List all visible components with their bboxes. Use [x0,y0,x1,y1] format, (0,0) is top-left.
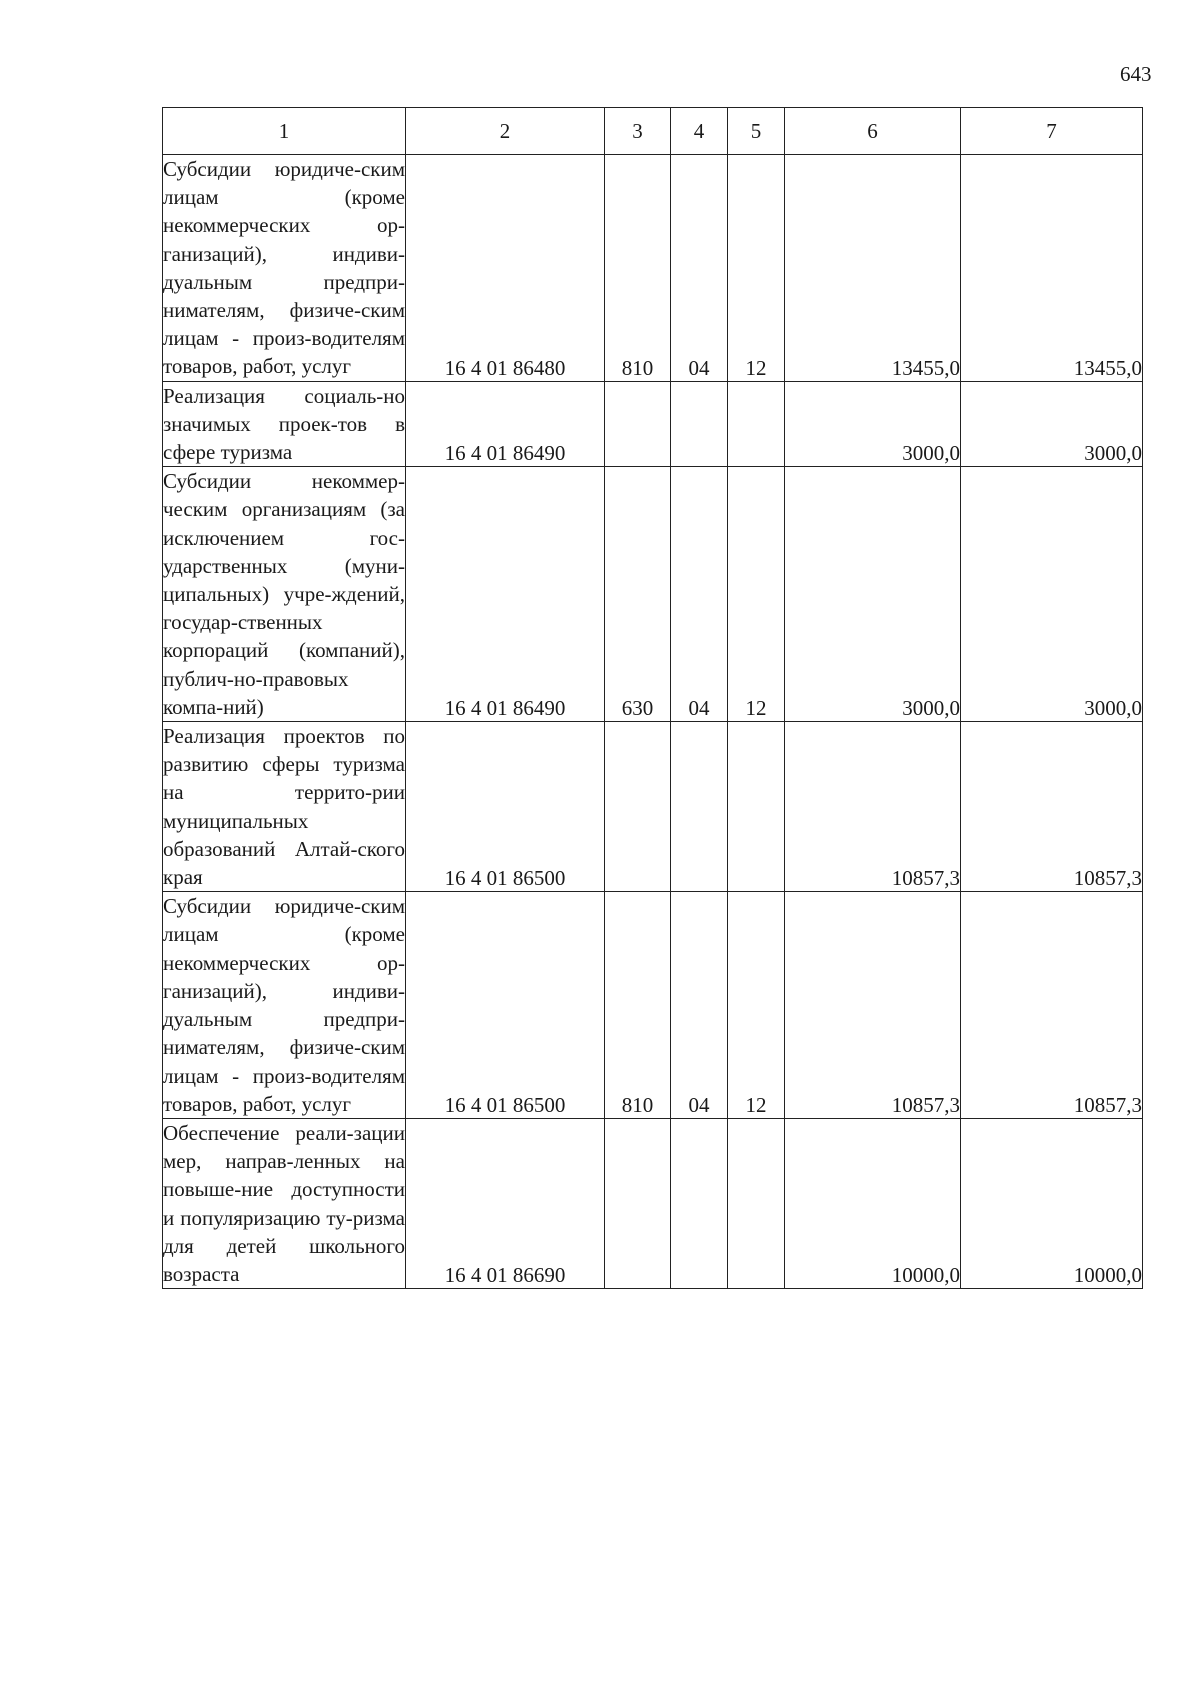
page-number: 643 [1120,62,1152,86]
header-row [163,108,1143,155]
row-amount-6: 10857,3 [785,722,961,892]
table-row [163,892,1143,1119]
budget-table [162,107,1143,1289]
row-code: 16 4 01 86500 [406,892,605,1119]
table-row [163,381,1143,467]
row-code: 16 4 01 86500 [406,722,605,892]
row-col-3: 810 [605,155,671,382]
row-col-5: 12 [728,892,785,1119]
row-name: Реализация социаль-но значимых проек-тов в сфере туризма [163,381,406,467]
row-amount-7: 10000,0 [961,1118,1143,1288]
row-code: 16 4 01 86480 [406,155,605,382]
row-code: 16 4 01 86490 [406,381,605,467]
row-col-5 [728,722,785,892]
row-amount-7: 10857,3 [961,892,1143,1119]
row-name: Реализация проектов по развитию сферы туризма на террито-рии муниципальных образований Алтай-ского края [163,722,406,892]
table-row [163,1118,1143,1288]
row-amount-6: 10857,3 [785,892,961,1119]
header-col-3: 3 [605,108,671,155]
row-amount-7: 10857,3 [961,722,1143,892]
row-col-3 [605,381,671,467]
row-col-5: 12 [728,467,785,722]
row-col-5: 12 [728,155,785,382]
row-amount-7: 13455,0 [961,155,1143,382]
row-amount-7: 3000,0 [961,467,1143,722]
header-col-1: 1 [163,108,406,155]
header-col-7: 7 [961,108,1143,155]
row-col-4 [671,381,728,467]
row-col-4: 04 [671,467,728,722]
row-name: Субсидии некоммер-ческим организациям (за исключением гос-ударственных (муни-ципальных) учре-ждений, государ-ственных корпораций (компаний), публич-но-правовых компа-ний) [163,467,406,722]
table-row [163,155,1143,382]
row-col-3 [605,722,671,892]
table-row [163,467,1143,722]
row-amount-6: 13455,0 [785,155,961,382]
row-col-4 [671,722,728,892]
row-amount-6: 3000,0 [785,467,961,722]
row-col-4 [671,1118,728,1288]
row-col-3: 810 [605,892,671,1119]
row-col-3 [605,1118,671,1288]
row-col-4: 04 [671,892,728,1119]
header-col-4: 4 [671,108,728,155]
table-row [163,722,1143,892]
row-col-5 [728,1118,785,1288]
row-amount-7: 3000,0 [961,381,1143,467]
row-code: 16 4 01 86490 [406,467,605,722]
row-amount-6: 3000,0 [785,381,961,467]
row-name: Обеспечение реали-зации мер, направ-ленных на повыше-ние доступности и популяризацию ту-ризма для детей школьного возраста [163,1118,406,1288]
row-col-4: 04 [671,155,728,382]
row-amount-6: 10000,0 [785,1118,961,1288]
row-col-3: 630 [605,467,671,722]
row-code: 16 4 01 86690 [406,1118,605,1288]
row-col-5 [728,381,785,467]
row-name: Субсидии юридиче-ским лицам (кроме некоммерческих ор-ганизаций), индиви-дуальным предпри-нимателям, физиче-ским лицам - произ-водителям товаров, работ, услуг [163,155,406,382]
header-col-5: 5 [728,108,785,155]
row-name: Субсидии юридиче-ским лицам (кроме некоммерческих ор-ганизаций), индиви-дуальным предпри-нимателям, физиче-ским лицам - произ-водителям товаров, работ, услуг [163,892,406,1119]
header-col-6: 6 [785,108,961,155]
header-col-2: 2 [406,108,605,155]
